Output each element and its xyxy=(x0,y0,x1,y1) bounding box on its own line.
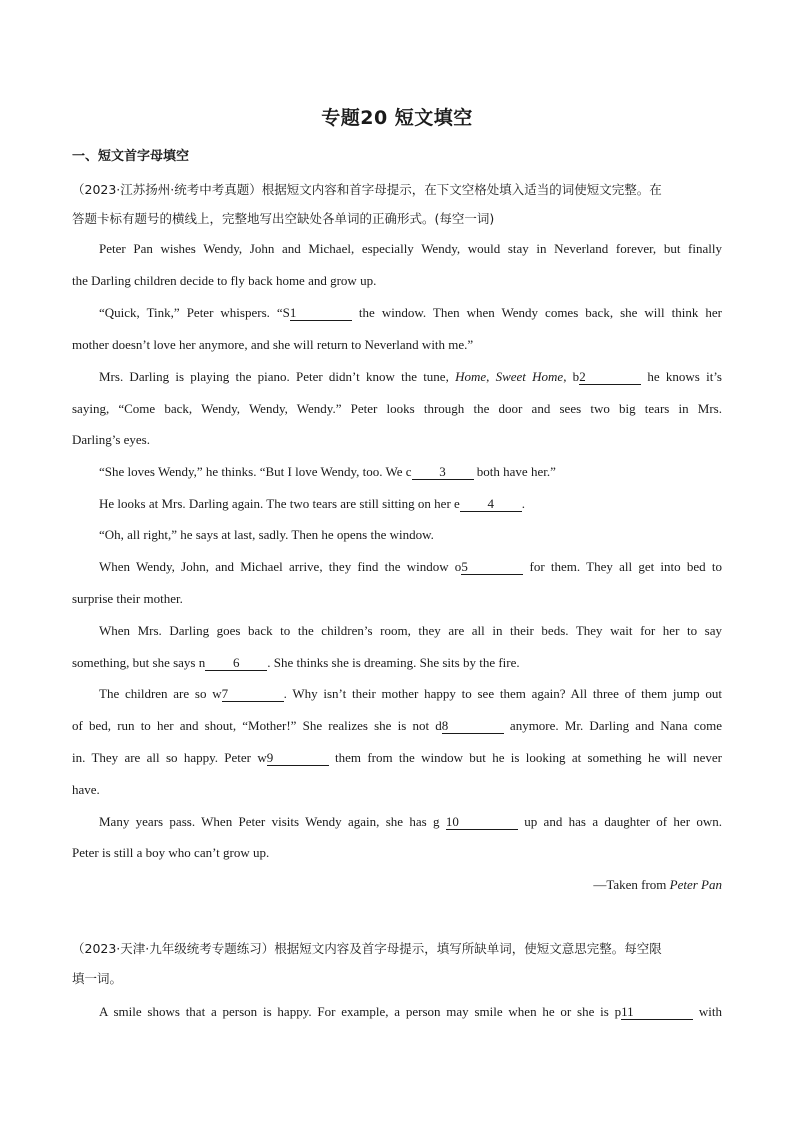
passage-text: When Wendy, John, and Michael arrive, they find the window o xyxy=(99,559,462,574)
blank-9[interactable]: 9 xyxy=(267,751,329,766)
section-heading: 一、短文首字母填空 xyxy=(72,149,190,164)
passage-text: he knows it’s xyxy=(641,369,722,384)
question-intro-line: （2023·江苏扬州·统考中考真题）根据短文内容和首字母提示，在下文空格处填入适当的词使短文完整。在 xyxy=(72,182,662,197)
passage-line xyxy=(99,814,722,830)
passage-line xyxy=(99,559,722,575)
blank-10[interactable]: 10 xyxy=(446,815,518,830)
passage-line: mother doesn’t love her anymore, and she will return to Neverland with me.” xyxy=(72,337,474,352)
passage-text: with xyxy=(693,1004,722,1019)
passage-text: A smile shows that a person is happy. For example, a person may smile when he or she is p xyxy=(99,1004,622,1019)
passage-text: something, but she says n xyxy=(72,655,206,670)
blank-1[interactable]: 1 xyxy=(290,306,352,321)
passage-line: When Mrs. Darling goes back to the children’s room, they are all in their beds. They wait for her to say xyxy=(99,623,722,638)
passage-line: have. xyxy=(72,782,100,797)
source-prefix: —Taken from xyxy=(593,877,670,892)
passage-text: anymore. Mr. Darling and Nana come xyxy=(503,718,722,733)
passage-text: for them. They all get into bed to xyxy=(523,559,722,574)
blank-3[interactable]: 3 xyxy=(412,465,474,480)
page-title: 专题20 短文填空 xyxy=(321,107,473,129)
passage-line: Peter Pan wishes Wendy, John and Michael, especially Wendy, would stay in Neverland forever, but finally xyxy=(99,241,722,256)
question-intro-line: 答题卡标有题号的横线上，完整地写出空缺处各单词的正确形式。(每空一词) xyxy=(72,211,495,226)
passage-line xyxy=(99,496,722,512)
passage-text: of bed, run to her and shout, “Mother!” She realizes she is not d xyxy=(72,718,442,733)
passage-line xyxy=(99,464,722,480)
passage-line xyxy=(99,1004,722,1020)
passage-text: . She thinks she is dreaming. She sits by the fire. xyxy=(267,655,520,670)
question-intro-line: （2023·天津·九年级统考专题练习）根据短文内容及首字母提示，填写所缺单词，使短文意思完整。每空限 xyxy=(72,941,662,956)
passage-text: both have her.” xyxy=(473,464,556,479)
blank-6[interactable]: 6 xyxy=(205,656,267,671)
source-attribution xyxy=(72,877,722,893)
passage-line: saying, “Come back, Wendy, Wendy, Wendy.” Peter looks through the door and sees two big tears in Mrs. xyxy=(72,401,722,416)
passage-text: The children are so w xyxy=(99,686,222,701)
passage-text: , b xyxy=(563,369,580,384)
passage-line xyxy=(72,655,722,671)
passage-line xyxy=(72,750,722,766)
passage-text: “Quick, Tink,” Peter whispers. “S xyxy=(99,305,290,320)
song-title: Sweet Home xyxy=(495,369,564,384)
passage-text: Many years pass. When Peter visits Wendy again, she has g xyxy=(99,814,446,829)
passage-text: . Why isn’t their mother happy to see them again? All three of them jump out xyxy=(283,686,722,701)
passage-line: Peter is still a boy who can’t grow up. xyxy=(72,845,270,860)
blank-11[interactable]: 11 xyxy=(621,1005,693,1020)
passage-line xyxy=(72,718,722,734)
blank-2[interactable]: 2 xyxy=(579,370,641,385)
passage-text: them from the window but he is looking at something he will never xyxy=(328,750,722,765)
passage-text: the window. Then when Wendy comes back, she will think her xyxy=(351,305,722,320)
passage-line: “Oh, all right,” he says at last, sadly. Then he opens the window. xyxy=(99,527,434,542)
blank-8[interactable]: 8 xyxy=(442,719,504,734)
passage-text: He looks at Mrs. Darling again. The two tears are still sitting on her e xyxy=(99,496,460,511)
passage-line xyxy=(99,305,722,321)
blank-4[interactable]: 4 xyxy=(460,497,522,512)
passage-text: up and has a daughter of her own. xyxy=(517,814,722,829)
passage-line xyxy=(99,369,722,385)
blank-7[interactable]: 7 xyxy=(222,687,284,702)
passage-text: . xyxy=(521,496,526,511)
question-intro-line: 填一词。 xyxy=(72,971,123,986)
passage-text: in. They are all so happy. Peter w xyxy=(72,750,267,765)
passage-line: surprise their mother. xyxy=(72,591,183,606)
passage-line xyxy=(99,686,722,702)
blank-5[interactable]: 5 xyxy=(461,560,523,575)
song-title: Home xyxy=(455,369,487,384)
passage-text: Mrs. Darling is playing the piano. Peter didn’t know the tune, xyxy=(99,369,456,384)
passage-line: the Darling children decide to fly back home and grow up. xyxy=(72,273,377,288)
passage-line: Darling’s eyes. xyxy=(72,432,150,447)
passage-text: “She loves Wendy,” he thinks. “But I love Wendy, too. We c xyxy=(99,464,412,479)
source-title: Peter Pan xyxy=(669,877,722,892)
passage-text: , xyxy=(486,369,496,384)
